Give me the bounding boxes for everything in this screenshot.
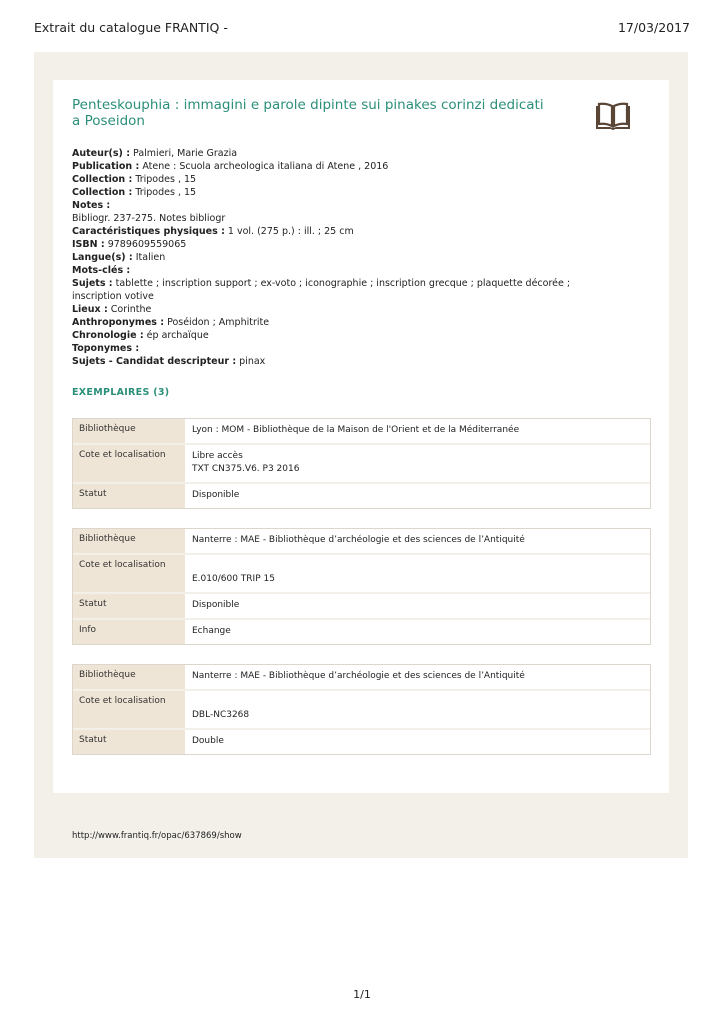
field-row [72,173,602,186]
field-value: Atene : Scuola archeologica italiana di Atene , 2016 [142,161,389,172]
exemplaire-value [185,665,650,689]
field-label: Mots-clés : [72,265,131,276]
field-row [72,264,602,277]
exemplaires-title: EXEMPLAIRES (3) [72,387,170,398]
exemplaire-value-line: Libre accès [192,451,243,461]
exemplaire-value-line [192,560,650,573]
field-row [72,303,602,316]
exemplaire-value-line: Echange [192,626,231,636]
field-label: Caractéristiques physiques : [72,226,225,237]
exemplaire-row [73,620,650,644]
field-label: Sujets : [72,278,113,289]
exemplaire-value [185,730,650,754]
exemplaire-row [73,665,650,691]
exemplaire-label: Cote et localisation [73,691,185,728]
record-card [53,80,669,841]
exemplaire-row [73,484,650,508]
field-row [72,186,602,199]
exemplaire-row [73,594,650,620]
exemplaire-value-line: Disponible [192,600,240,610]
header-date: 17/03/2017 [617,20,690,35]
exemplaire-label: Statut [73,484,185,508]
field-value: Palmieri, Marie Grazia [133,148,238,159]
exemplaire-row [73,419,650,445]
field-row [72,316,602,329]
field-value: ép archaïque [146,330,209,341]
page-number: 1/1 [353,988,371,1001]
field-value: tablette ; inscription support ; ex-voto ; iconographie ; inscription grecque ; plaquette décorée ; inscription votive [72,278,571,302]
exemplaire-label: Info [73,620,185,644]
exemplaire-row [73,555,650,594]
open-book-icon [594,102,632,132]
record-url[interactable]: http://www.frantiq.fr/opac/637869/show [72,831,242,841]
field-row [72,277,602,303]
exemplaire-value-line: Disponible [192,490,240,500]
exemplaire-table [72,418,651,509]
exemplaire-label: Statut [73,730,185,754]
field-value: Tripodes , 15 [135,174,197,185]
field-label: Anthroponymes : [72,317,165,328]
exemplaire-label: Bibliothèque [73,665,185,689]
field-row [72,147,602,160]
field-label: Publication : [72,161,140,172]
exemplaire-label: Bibliothèque [73,529,185,553]
exemplaire-value [185,691,650,728]
record-title: Penteskouphia : immagini e parole dipinte sui pinakes corinzi dedicati a Poseidon [72,97,544,129]
exemplaire-value [185,529,650,553]
exemplaire-table [72,528,651,645]
field-row [72,251,602,264]
exemplaire-label: Bibliothèque [73,419,185,443]
field-row [72,225,602,238]
exemplaire-row [73,691,650,730]
field-row [72,160,602,173]
field-row [72,329,602,342]
record-panel [34,52,688,858]
exemplaire-row [73,529,650,555]
exemplaire-value-line: Nanterre : MAE - Bibliothèque d’archéologie et des sciences de l’Antiquité [192,535,525,545]
exemplaire-value [185,594,650,618]
field-label: Chronologie : [72,330,144,341]
field-value: Corinthe [110,304,152,315]
field-value: Bibliogr. 237-275. Notes bibliogr [72,213,226,224]
exemplaire-value [185,555,650,592]
field-value: pinax [239,356,266,367]
exemplaire-row [73,730,650,754]
field-label: Notes : [72,200,111,211]
field-label: Auteur(s) : [72,148,130,159]
field-row [72,355,602,368]
exemplaire-value [185,445,650,482]
field-value: Italien [135,252,166,263]
exemplaire-label: Cote et localisation [73,445,185,482]
exemplaire-value-line [192,696,650,709]
field-label: Collection : [72,174,133,185]
exemplaire-value [185,419,650,443]
exemplaire-value-line: Double [192,736,224,746]
field-label: Sujets - Candidat descripteur : [72,356,237,367]
field-value: Poséidon ; Amphitrite [167,317,270,328]
exemplaire-value-line: Lyon : MOM - Bibliothèque de la Maison de l'Orient et de la Méditerranée [192,425,520,435]
exemplaire-label: Statut [73,594,185,618]
exemplaire-value-line: DBL-NC3268 [192,709,250,720]
exemplaire-table [72,664,651,755]
field-label: Toponymes : [72,343,140,354]
field-label: Langue(s) : [72,252,133,263]
field-row [72,212,602,225]
exemplaire-label: Cote et localisation [73,555,185,592]
field-value: 9789609559065 [107,239,187,250]
field-row [72,342,602,355]
exemplaire-value-line: TXT CN375.V6. P3 2016 [192,463,300,474]
exemplaire-value [185,620,650,644]
field-label: Collection : [72,187,133,198]
exemplaire-value [185,484,650,508]
field-label: Lieux : [72,304,108,315]
field-value: 1 vol. (275 p.) : ill. ; 25 cm [227,226,354,237]
exemplaire-value-line: Nanterre : MAE - Bibliothèque d’archéologie et des sciences de l’Antiquité [192,671,525,681]
field-label: ISBN : [72,239,105,250]
field-value: Tripodes , 15 [135,187,197,198]
field-row [72,238,602,251]
header-left: Extrait du catalogue FRANTIQ - [34,20,228,35]
field-row [72,199,602,212]
record-fields [72,147,602,368]
exemplaire-row [73,445,650,484]
exemplaire-value-line: E.010/600 TRIP 15 [192,573,275,584]
